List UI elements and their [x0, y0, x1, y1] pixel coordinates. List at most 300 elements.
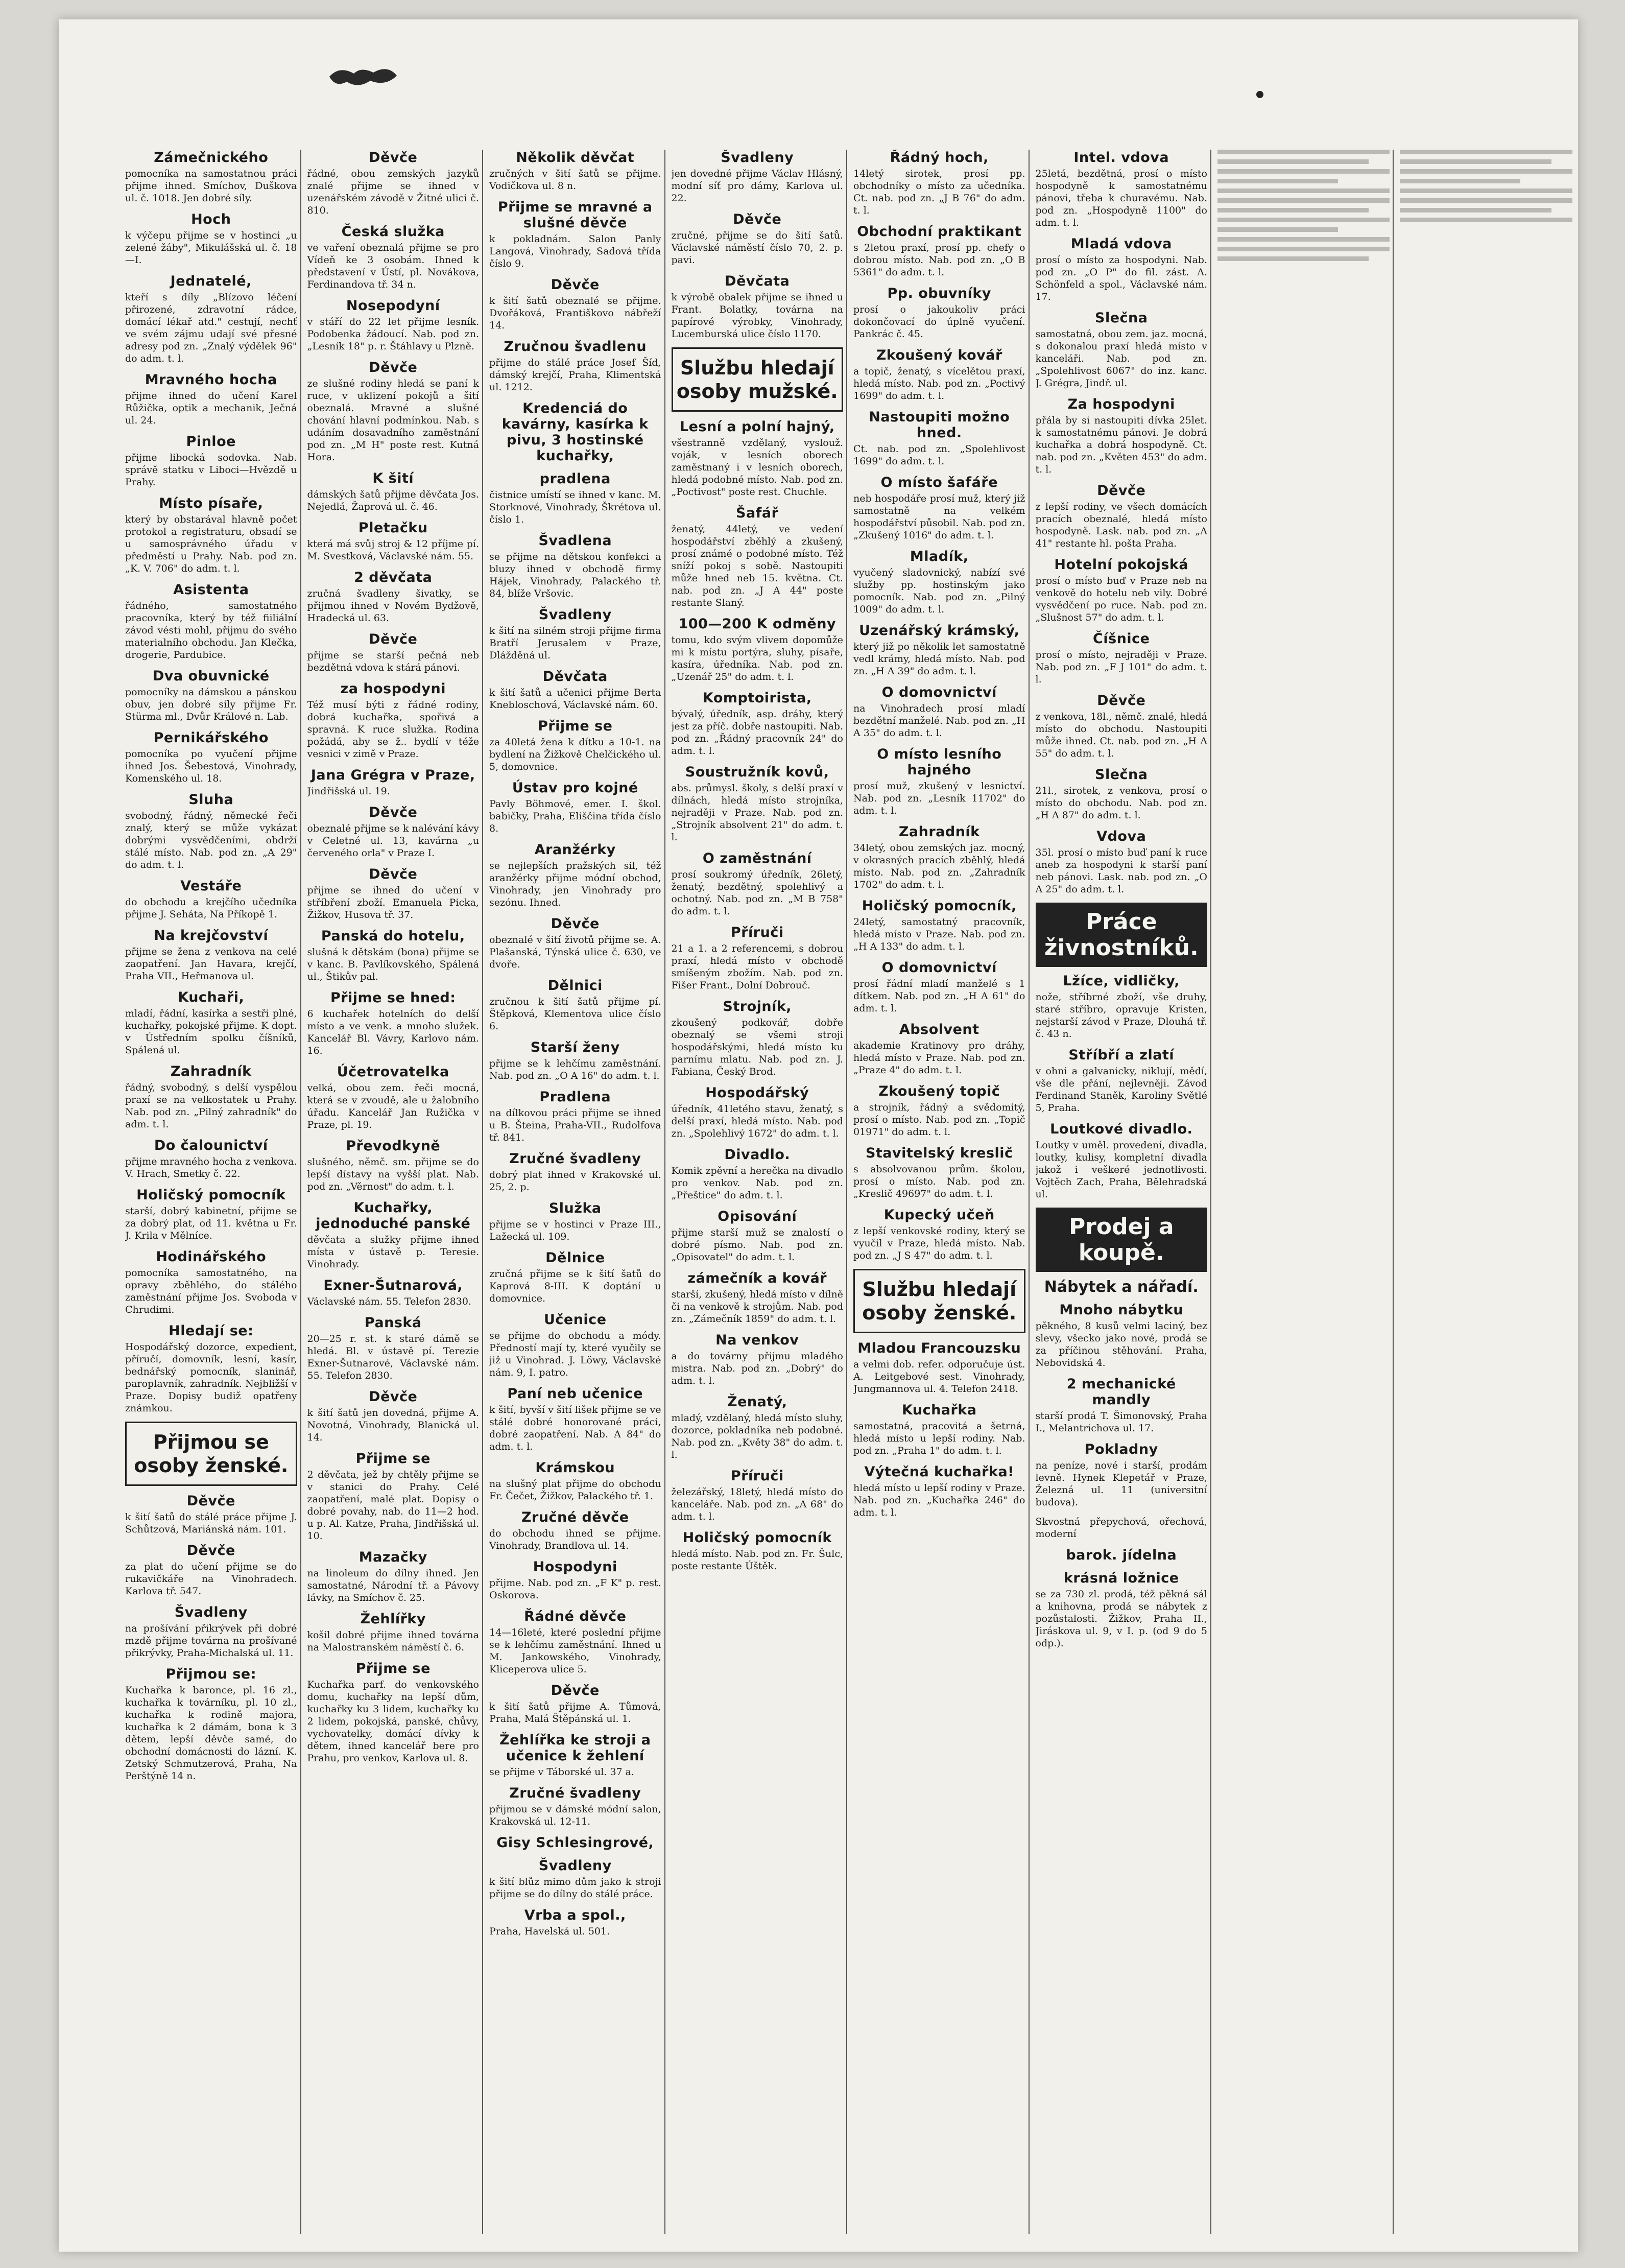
- classified-ad: [489, 669, 661, 711]
- section-notice: [672, 347, 844, 412]
- classified-ad: [1036, 150, 1208, 229]
- ad-heading: Asistenta: [173, 582, 249, 598]
- classified-ad: [672, 999, 844, 1078]
- classified-ad: [672, 273, 844, 340]
- classified-ad: [489, 718, 661, 773]
- classified-ad: [672, 1530, 844, 1572]
- ad-heading: Mladá vdova: [1070, 236, 1172, 252]
- ad-heading: Číšnice: [1093, 631, 1150, 647]
- ad-heading: Exner-Šutnarová,: [323, 1278, 463, 1293]
- ad-heading: Panská do hotelu,: [321, 928, 465, 944]
- ad-heading: Děvče: [369, 150, 418, 166]
- ad-body: Hospodářský dozorce, expedient, příručí, domovník, lesní, kasír, bednářský pomocník, slaninář, paroplavník, zahradník. Nejbližší v Praze. Dopisy budiž opatřeny známkou.: [125, 1341, 297, 1414]
- classified-ad: [125, 1064, 297, 1130]
- classified-ad: [1036, 1570, 1208, 1649]
- ad-body: velká, obou zem. řeči mocná, která se v zvoudě, ale u žalobního úřadu. Kancelář Jan Ružička v Praze, pl. 19.: [307, 1082, 479, 1130]
- classified-ad: [853, 549, 1025, 616]
- classified-ad: [307, 150, 480, 217]
- ad-heading: Jana Grégra v Praze,: [310, 767, 475, 783]
- ink-blot-icon: [324, 60, 401, 91]
- ad-heading: Děvče: [1097, 483, 1146, 499]
- ad-heading: Na venkov: [715, 1332, 799, 1348]
- ad-body: obeznalé v šití životů přijme se. A. Plašanská, Týnská ulice č. 630, ve dvoře.: [489, 934, 661, 970]
- ad-body: tomu, kdo svým vlivem dopomůže mi k místu portýra, sluhy, písaře, kasíra, úředníka. Nab. pod zn. „Uzenář 25" do adm. t. l.: [671, 634, 843, 682]
- ad-body: zručné, přijme se do šití šatů. Václavské náměstí číslo 70, 2. p. pavi.: [671, 230, 843, 266]
- ad-heading: Pernikářského: [153, 730, 269, 746]
- classified-ad: [853, 347, 1025, 402]
- classified-ad: [672, 925, 844, 991]
- classified-columns: [125, 150, 1575, 2234]
- classified-ad: [853, 1340, 1025, 1395]
- ad-body: jen dovedné přijme Václav Hlásný, modní síť pro dámy, Karlova ul. 22.: [671, 168, 843, 204]
- dense-text-block: [1217, 150, 1390, 261]
- ad-heading: Vrba a spol.,: [524, 1907, 626, 1923]
- ad-body: prosí soukromý úředník, 26letý, ženatý, bezdětný, spolehlivý a ochotný. Nab. pod zn. „M B 758" do adm. t. l.: [671, 869, 843, 917]
- ad-body: za 40letá žena k dítku a 10-1. na bydlení na Žižkově Chelčického ul. 5, domovnice.: [489, 737, 661, 772]
- ad-heading: Lesní a polní hajný,: [679, 419, 835, 435]
- ad-body: úředník, 41letého stavu, ženatý, s delší praxí, hledá místo. Nab. pod zn. „Spolehlivý 1672" do adm. t. l.: [671, 1103, 843, 1139]
- ad-heading: Za hospodyni: [1067, 396, 1175, 412]
- ad-heading: pradlena: [539, 471, 611, 487]
- ad-heading: Na krejčovství: [154, 928, 269, 943]
- column-3: [489, 150, 665, 2234]
- column-1: [125, 150, 301, 2234]
- ad-heading: Soustružník kovů,: [685, 764, 829, 780]
- classified-ad: [489, 1250, 661, 1305]
- ad-body: z lepší venkovské rodiny, který se vyučil v Praze, hledá místo. Nab. pod zn. „J S 47" do adm. t. l.: [853, 1225, 1025, 1261]
- ad-heading: Dělnice: [545, 1250, 605, 1266]
- classified-ad: [489, 1683, 661, 1725]
- classified-ad: [489, 199, 661, 270]
- ad-body: z lepší rodiny, ve všech domácích pracích obeznalé, hledá místo hospodyně. Lask. nab. pod zn. „A 41" restante hl. pošta Praha.: [1035, 501, 1207, 549]
- ad-body: 34letý, obou zemských jaz. mocný, v okrasných pracích zběhlý, hledá místo. Nab. pod zn. „Zahradník 1702" do adm. t. l.: [853, 842, 1025, 890]
- classified-ad: [125, 1604, 297, 1659]
- classified-ad: [307, 990, 480, 1057]
- classified-ad: [125, 582, 297, 661]
- classified-ad: [307, 1138, 480, 1193]
- ad-heading: Řádný hoch,: [890, 150, 989, 166]
- ad-body: 21 a 1. a 2 referencemi, s dobrou praxí, hledá místo v obchodě smíšeným zbožím. Nab. pod zn. Fišer Frant., Dolní Dobrouč.: [671, 943, 843, 991]
- ad-body: na prošívání přikrývek při dobré mzdě přijme továrna na prošívané přikrývky, Praha-Michalská ul. 11.: [125, 1623, 297, 1659]
- ad-body: se přijme na dětskou konfekci a bluzy ihned v obchodě firmy Hájek, Vinohrady, Palackého tř. 84, blíže Vršovic.: [489, 551, 661, 599]
- section-notice-text: Službu hledají osoby mužské.: [676, 357, 838, 403]
- ad-heading: Děvče: [186, 1493, 235, 1509]
- ad-body: 24letý, samostatný pracovník, hledá místo v Praze. Nab. pod zn. „H A 133" do adm. t. l.: [853, 916, 1025, 952]
- ad-heading: Kuchařka: [901, 1402, 977, 1418]
- ad-body: v ohni a galvanicky, niklují, mědí, vše dle přání, nejlevněji. Závod Ferdinand Staněk, Karoliny Světlé 5, Praha.: [1035, 1066, 1207, 1114]
- classified-ad: [853, 409, 1025, 467]
- ad-heading: Přijmou se:: [165, 1666, 257, 1682]
- ad-heading: O zaměstnání: [702, 850, 812, 866]
- classified-ad: [307, 805, 480, 859]
- ad-body: prosí o místo, nejraději v Praze. Nab. pod zn. „F J 101" do adm. t. l.: [1035, 649, 1207, 685]
- ad-heading: Služka: [548, 1200, 602, 1216]
- ad-heading: Mladík,: [910, 549, 969, 564]
- classified-ad: [307, 928, 480, 983]
- ad-body: na linoleum do dílny ihned. Jen samostatné, Národní tř. a Pávovy lávky, na Smíchov č. 25.: [307, 1568, 479, 1603]
- classified-ad: [853, 1402, 1025, 1457]
- ad-body: zručných v šití šatů se přijme. Vodičkova ul. 8 n.: [489, 168, 661, 192]
- ad-heading: Děvče: [551, 1683, 600, 1698]
- ad-heading: Dělnici: [547, 978, 603, 994]
- ad-body: zručná švadleny šivatky, se přijmou ihned v Novém Bydžově, Hradecká ul. 63.: [307, 588, 479, 624]
- classified-ad: [853, 746, 1025, 817]
- ad-heading: Hledají se:: [169, 1323, 254, 1339]
- ad-heading: Děvče: [551, 277, 600, 293]
- ad-heading: Děvče: [369, 631, 418, 647]
- ad-heading: Přijme se: [355, 1661, 431, 1676]
- ad-heading: Přijme se mravné a slušné děvče: [497, 199, 653, 231]
- ad-body: železářský, 18letý, hledá místo do kanceláře. Nab. pod zn. „A 68" do adm. t. l.: [671, 1486, 843, 1522]
- ad-body: nože, stříbrné zboží, vše druhy, staré stříbro, opravuje Kristen, nejstarší závod v Praze, Dlouhá tř. č. 43 n.: [1035, 991, 1207, 1040]
- classified-ad: [672, 211, 844, 266]
- ad-body: akademie Kratinovy pro dráhy, hledá místo v Praze. Nab. pod zn. „Praze 4" do adm. t. l.: [853, 1040, 1025, 1076]
- ad-heading: Hodinářského: [156, 1249, 267, 1265]
- ad-body: bývalý, úředník, asp. dráhy, který jest za příč. dobře nastoupiti. Nab. pod zn. „Řádný pracovník 24" do adm. t. l.: [671, 708, 843, 757]
- ad-heading: Švadleny: [174, 1604, 248, 1620]
- ad-body: řádný, svobodný, s delší vyspělou praxí se na velkostatek u Prahy. Nab. pod zn. „Pilný zahradník" do adm. t. l.: [125, 1082, 297, 1130]
- ad-body: vyučený sladovnický, nabízí své služby pp. hostinským jako pomocník. Nab. pod zn. „Pilný 1009" do adm. t. l.: [853, 567, 1025, 615]
- ad-heading: Zámečnického: [154, 150, 269, 166]
- classified-ad: [1036, 973, 1208, 1040]
- newspaper-page: [59, 19, 1578, 2252]
- ad-heading: Přijme se: [355, 1451, 431, 1467]
- ad-body: Pavly Böhmové, emer. I. škol. babičky, Praha, Eliščina třída číslo 8.: [489, 798, 661, 834]
- ad-heading: Gisy Schlesingrové,: [496, 1835, 654, 1851]
- ad-heading: Strojník,: [723, 999, 792, 1014]
- ad-heading: Loutkové divadlo.: [1050, 1121, 1193, 1137]
- ad-heading: Starší ženy: [530, 1040, 620, 1055]
- ad-heading: Děvče: [186, 1543, 235, 1558]
- ad-heading: Mravného hocha: [145, 372, 277, 388]
- ad-body: samostatná, pracovitá a šetrná, hledá místo u lepší rodiny. Nab. pod zn. „Praha 1" do adm. t. l.: [853, 1421, 1025, 1456]
- ad-heading: Zručné švadleny: [509, 1151, 641, 1167]
- ad-body: k šití blůz mimo dům jako k stroji přijme se do dílny do stálé práce.: [489, 1876, 661, 1900]
- classified-ad: [307, 298, 480, 352]
- ad-body: Skvostná přepychová, ořechová, moderní: [1035, 1516, 1207, 1540]
- section-banner: Práce živnostníků.: [1036, 903, 1208, 967]
- ad-heading: Kuchařky, jednoduché panské: [316, 1200, 471, 1232]
- classified-ad: [1036, 310, 1208, 389]
- classified-ad: [307, 1278, 480, 1308]
- classified-ad: [853, 623, 1025, 677]
- ad-body: starší prodá T. Šimonovský, Praha I., Melantrichova ul. 17.: [1035, 1410, 1207, 1434]
- ad-body: z venkova, 18l., němč. znalé, hledá místo do obchodu. Nastoupiti může ihned. Ct. nab. pod zn. „H A 55" do adm. t. l.: [1035, 711, 1207, 759]
- ad-heading: Pinloe: [186, 434, 236, 450]
- ad-body: mladý, vzdělaný, hledá místo sluhy, dozorce, pokladníka neb podobné. Nab. pod zn. „Květy 38" do adm. t. l.: [671, 1412, 843, 1460]
- ad-body: 2 děvčata, jež by chtěly přijme se v stanici do Prahy. Celé zaopatření, malé plat. Dopisy o dobré povahy, nab. do 11—2 hod. u p. Al. Katze, Praha, Jindřišská ul. 10.: [307, 1469, 479, 1542]
- ad-heading: Divadlo.: [724, 1147, 791, 1163]
- ad-body: k šití šatů a učenici přijme Berta Knebloschová, Václavské nám. 60.: [489, 687, 661, 711]
- ad-heading: Vdova: [1096, 829, 1146, 844]
- classified-ad: [307, 1611, 480, 1653]
- ad-body: hledá místo u lepší rodiny v Praze. Nab. pod zn. „Kuchařka 246" do adm. t. l.: [853, 1482, 1025, 1518]
- classified-ad: [307, 1315, 480, 1382]
- ad-body: se přijme v Táborské ul. 37 a.: [489, 1766, 635, 1778]
- ad-heading: krásná ložnice: [1063, 1570, 1179, 1586]
- classified-ad: [125, 1666, 297, 1782]
- classified-ad: [489, 1200, 661, 1243]
- ad-heading: Holičský pomocník,: [862, 898, 1017, 914]
- classified-ad: [672, 1085, 844, 1140]
- ad-body: Praha, Havelská ul. 501.: [489, 1926, 610, 1937]
- ad-heading: Krámskou: [535, 1460, 615, 1476]
- classified-ad: [489, 978, 661, 1032]
- ad-heading: Ženatý,: [727, 1394, 787, 1410]
- classified-ad: [125, 878, 297, 920]
- ad-heading: Zkoušený topič: [878, 1083, 1000, 1099]
- classified-ad: [853, 960, 1025, 1014]
- ad-heading: Jednatelé,: [170, 273, 252, 289]
- classified-ad: [489, 277, 661, 332]
- classified-ad: [489, 780, 661, 835]
- ad-heading: Výtečná kuchařka!: [864, 1464, 1014, 1480]
- classified-ad: [1036, 236, 1208, 303]
- classified-ad: [1036, 1376, 1208, 1434]
- ad-body: který již po několik let samostatně vedl krámy, hledá místo. Nab. pod zn. „H A 39" do adm. t. l.: [853, 641, 1025, 677]
- classified-ad: [1036, 1547, 1208, 1563]
- ad-heading: Paní neb učenice: [507, 1386, 643, 1402]
- ad-heading: Švadleny: [538, 607, 612, 623]
- classified-ad: [1036, 1516, 1208, 1540]
- classified-ad: [1036, 631, 1208, 686]
- classified-ad: [853, 1464, 1025, 1519]
- classified-ad: [125, 730, 297, 785]
- ad-body: a strojník, řádný a svědomitý, prosí o místo. Nab. pod zn. „Topič 01971" do adm. t. l.: [853, 1102, 1025, 1138]
- classified-ad: [307, 1389, 480, 1444]
- ad-body: přijme do stálé práce Josef Šíd, dámský krejčí, Praha, Klimentská ul. 1212.: [489, 357, 661, 393]
- ad-heading: Nosepodyní: [346, 298, 440, 314]
- ad-heading: Zručné děvče: [521, 1509, 629, 1525]
- ad-body: dobrý plat ihned v Krakovské ul. 25, 2. p.: [489, 1169, 661, 1193]
- ad-body: Též musí býti z řádné rodiny, dobrá kuchařka, spořivá a spravná. K ruce služka. Rodina požádá, aby se ž.. bydlí v téže vesnici v zimě v Praze.: [307, 699, 479, 760]
- classified-ad: [489, 1858, 661, 1900]
- classified-ad: [125, 1543, 297, 1597]
- classified-ad: [489, 1732, 661, 1778]
- ad-body: 20—25 r. st. k staré dámě se hledá. Bl. v ústavě pí. Terezie Exner-Šutnarové, Václavské nám. 55. Telefon 2830.: [307, 1333, 479, 1381]
- ad-heading: zámečník a kovář: [687, 1270, 827, 1286]
- ad-body: slušná k dětskám (bona) přijme se v kanc. B. Pavlíkovského, Spálená ul., Štikův pal.: [307, 947, 479, 982]
- ad-heading: Hospodyni: [533, 1559, 617, 1575]
- column-4: [672, 150, 848, 2234]
- ad-heading: Pp. obuvníky: [887, 286, 991, 301]
- ad-body: se přijme do obchodu a módy. Předností mají ty, které vyučily se již u Vinohrad. J. Löwy, Václavské nám. 9, I. patro.: [489, 1330, 661, 1378]
- ad-heading: Zahradník: [898, 824, 980, 840]
- ad-body: košil dobré přijme ihned továrna na Malostranském náměstí č. 6.: [307, 1629, 479, 1653]
- ad-heading: Šafář: [736, 505, 779, 521]
- classified-ad: [853, 824, 1025, 891]
- ad-heading: Zkoušený kovář: [876, 347, 1002, 363]
- ad-body: starší, zkušený, hledá místo v dílně či na venkově k strojům. Nab. pod zn. „Zámečník 1859" do adm. t. l.: [671, 1289, 843, 1325]
- classified-ad: [853, 1083, 1025, 1138]
- ad-heading: Aranžérky: [534, 842, 616, 858]
- section-notice-text: Službu hledají osoby ženské.: [862, 1278, 1017, 1324]
- column-5: [853, 150, 1030, 2234]
- ad-body: ženatý, 44letý, ve vedení hospodářství zběhlý a zkušený, prosí známé o podobné místo. Též sníží pokoj s sobě. Nastoupiti může hned neb 15. května. Ct. nab. pod zn. „J A 44" poste restante Slaný.: [671, 524, 843, 608]
- classified-ad: [307, 1200, 480, 1270]
- ad-body: se za 730 zl. prodá, též pěkná sál a knihovna, prodá se nábytek z pozůstalosti. Žižkov, Praha II., Jiráskova ul. 9, v I. p. (od 9 do 5 odp.).: [1035, 1589, 1207, 1649]
- classified-ad: [489, 1460, 661, 1502]
- ad-heading: Děvče: [1097, 693, 1146, 708]
- ad-body: Loutky v uměl. provedení, divadla, loutky, kulisy, kompletní divadla jakož i veškeré jednotlivosti. Vojtěch Zach, Praha, Bělehradská ul.: [1035, 1140, 1207, 1200]
- ad-heading: Zahradník: [170, 1064, 252, 1079]
- ad-heading: Do čalounictví: [154, 1138, 268, 1153]
- ad-body: k šití šatů do stálé práce přijme J. Schůtzová, Mariánská nám. 101.: [125, 1511, 297, 1535]
- ad-heading: Děvčata: [725, 273, 790, 289]
- ad-heading: Komptoirista,: [702, 690, 812, 706]
- ad-body: na dílkovou práci přijme se ihned u B. Šteina, Praha-VII., Rudolfova tř. 841.: [489, 1107, 661, 1143]
- ad-body: slušného, němč. sm. přijme se do lepší dístavy na vyšší plat. Nab. pod zn. „Věrnost" do adm. t. l.: [307, 1156, 479, 1192]
- ad-body: přijme se v hostinci v Praze III., Lažecká ul. 109.: [489, 1219, 661, 1242]
- classified-ad: [1036, 1302, 1208, 1369]
- dense-text-block: [1400, 150, 1573, 222]
- ad-heading: Holičský pomocník: [136, 1187, 286, 1203]
- classified-ad: [489, 1386, 661, 1453]
- ad-heading: Intel. vdova: [1073, 150, 1169, 166]
- ad-heading: K šití: [372, 470, 414, 486]
- ad-heading: Zručnou švadlenu: [504, 339, 647, 355]
- ad-body: prosí o místo buď v Praze neb na venkově do hotelu neb vily. Dobré vysvědčení po ruce. Nab. pod zn. „Slušnost 57" do adm. t. l.: [1035, 575, 1207, 623]
- ad-heading: Přijme se: [538, 718, 613, 734]
- ad-body: dámských šatů přijme děvčata Jos. Nejedlá, Žaprová ul. č. 46.: [307, 489, 479, 512]
- ad-heading: O místo lesního hajného: [877, 746, 1002, 778]
- ad-heading: Vestáře: [180, 878, 242, 894]
- ad-body: a do továrny přijmu mladého mistra. Nab. pod zn. „Dobrý" do adm. t. l.: [671, 1351, 843, 1386]
- ad-body: na peníze, nové i starší, prodám levně. Hynek Klepetář v Praze, Železná ul. 11 (universitní budova).: [1035, 1460, 1207, 1508]
- ad-heading: Pradlena: [539, 1089, 611, 1105]
- classified-ad: [672, 1394, 844, 1461]
- classified-ad: [672, 690, 844, 757]
- classified-ad: [672, 1270, 844, 1325]
- ad-body: 6 kuchařek hotelních do delší místo a ve venk. a mnoho služek. Kancelář Bl. Vávry, Karlovo nám. 16.: [307, 1008, 479, 1056]
- ad-body: v stáří do 22 let přijme lesník. Podobenka žádoucí. Nab. pod zn. „Lesník 18" p. r. Štáhlavy u Plzně.: [307, 316, 479, 352]
- classified-ad: [307, 570, 480, 624]
- ad-body: s 2letou praxí, prosí pp. chefy o dobrou místo. Nab. pod zn. „O B 5361" do adm. t. l.: [853, 242, 1025, 278]
- classified-ad: [1036, 1121, 1208, 1200]
- classified-ad: [672, 764, 844, 843]
- ad-heading: Žehlířky: [360, 1611, 426, 1627]
- ad-body: Jindřišská ul. 19.: [307, 786, 390, 797]
- ad-body: ze slušné rodiny hledá se paní k ruce, v uklizení pokojů a šití obeznalá. Mravné a slušné chování hlavní podmínkou. Nab. s udáním dosavadního zaměstnání pod zn. „M H" poste rest. Kutná Hora.: [307, 378, 479, 463]
- classified-ad: [125, 792, 297, 871]
- ad-body: Kuchařka parf. do venkovského domu, kuchařky na lepší dům, kuchařky ku 3 lidem, kuchařky ku 2 lidem, pokojská, panské, chůvy, vychovatelky, domácí dívky k dětem, ihned kancelář bere pro Prahu, pro venkov, Karlova ul. 8.: [307, 1679, 479, 1764]
- classified-ad: [672, 419, 844, 498]
- classified-ad: [489, 1312, 661, 1379]
- ad-body: k šití šatů obeznalé se přijme. Dvořáková, Františkovo nábřeží 14.: [489, 295, 661, 331]
- ad-heading: 100—200 K odměny: [678, 616, 837, 632]
- classified-ad: [489, 916, 661, 971]
- section-notice: [125, 1422, 297, 1486]
- classified-ad: [489, 339, 661, 393]
- classified-ad: [125, 434, 297, 488]
- ad-body: děvčata a služky přijme ihned místa v ústavě p. Teresie. Vinohrady.: [307, 1234, 479, 1270]
- classified-ad: [853, 1145, 1025, 1200]
- ad-body: svobodný, řádný, německé řeči znalý, který se může vykázat dobrými vysvědčeními, obdrží stálé místo. Nab. pod zn. „A 29" do adm. t. l.: [125, 810, 297, 870]
- ad-body: obeznalé přijme se k nalévání kávy v Celetné ul. 13, kavárna „u červeného orla" v Praze I.: [307, 823, 479, 859]
- ad-body: mladí, řádní, kasírka a sestři plné, kuchařky, pokojské přijme. K dopt. v Ústředním spolku číšníků, Spálená ul.: [125, 1008, 297, 1056]
- classified-ad: [489, 1785, 661, 1828]
- classified-ad: [1036, 483, 1208, 550]
- classified-ad: [125, 1493, 297, 1535]
- ad-body: řádného, samostatného pracovníka, který by též fiiliální závod vésti mohl, přijmu do svého materialního obchodu. Jan Klečka, drogerie, Pardubice.: [125, 600, 297, 660]
- ad-heading: Švadlena: [538, 533, 612, 549]
- ad-heading: Příruči: [730, 1468, 784, 1484]
- classified-ad: [1036, 829, 1208, 895]
- ad-heading: Uzenářský krámský,: [859, 623, 1020, 639]
- ad-body: přijme starší muž se znalostí o dobré písmo. Nab. pod zn. „Opisovatel" do adm. t. l.: [671, 1227, 843, 1263]
- classified-ad: [489, 1835, 661, 1851]
- ad-heading: Hospodářský: [705, 1085, 809, 1101]
- classified-ad: [307, 866, 480, 921]
- ad-body: na Vinohradech prosí mladí bezdětní manželé. Nab. pod zn. „H A 35" do adm. t. l.: [853, 703, 1025, 739]
- ad-body: k šití na silném stroji přijme firma Bratří Jerusalem v Praze, Dlážděná ul.: [489, 625, 661, 661]
- classified-ad: [125, 928, 297, 982]
- ad-body: a topič, ženatý, s vícelětou praxí, hledá místo. Nab. pod zn. „Poctivý 1699" do adm. t. l.: [853, 366, 1025, 401]
- ad-heading: Ústav pro kojné: [512, 780, 638, 796]
- ad-heading: Hotelní pokojská: [1054, 557, 1189, 573]
- ad-body: neb hospodáře prosí muž, který již samostatně na velkém hospodářství působil. Nab. pod zn. „Zkušený 1016" do adm. t. l.: [853, 493, 1025, 541]
- classified-ad: [489, 400, 661, 464]
- classified-ad: [853, 224, 1025, 278]
- classified-ad: [853, 286, 1025, 340]
- section-banner: Prodej a koupě.: [1036, 1208, 1208, 1272]
- classified-ad: [1036, 1442, 1208, 1508]
- classified-ad: [125, 372, 297, 427]
- ad-heading: Panská: [364, 1315, 422, 1331]
- ad-heading: Kuchaři,: [178, 989, 245, 1005]
- classified-ad: [853, 1022, 1025, 1076]
- ad-heading: Kupecký učeň: [883, 1207, 995, 1223]
- classified-ad: [125, 1323, 297, 1414]
- ad-body: kteří s díly „Blízovo léčení přirozené, zdravotní rádce, domácí lékař atd." cestují, nechť ve svém zájmu udají své přesné adresy pod zn. „Znalý výdělek 96" do adm. t. l.: [125, 292, 297, 364]
- ad-body: prosí řádní mladí manželé s 1 dítkem. Nab. pod zn. „H A 61" do adm. t. l.: [853, 978, 1025, 1014]
- ad-body: Kuchařka k baronce, pl. 16 zl., kuchařka k továrníku, pl. 10 zl., kuchařka k rodině majora, kuchařka k 2 dámám, bona k 3 dětem, lepší děvče samé, do obchodní domácnosti do lázní. K. Zetský Schmutzerová, Praha, Na Perštýně 14 n.: [125, 1685, 297, 1782]
- classified-ad: [125, 150, 297, 204]
- classified-ad: [672, 1468, 844, 1523]
- ad-heading: Slečna: [1095, 310, 1148, 326]
- ad-body: pěkného, 8 kusů velmi laciný, bez slevy, všecko jako nové, prodá se za příčinou stěhování. Praha, Nebovidská 4.: [1035, 1320, 1207, 1368]
- classified-ad: [307, 1064, 480, 1131]
- ad-body: Komik zpěvní a herečka na divadlo pro venkov. Nab. pod zn. „Přeštice" do adm. t. l.: [671, 1165, 843, 1201]
- ad-body: přijme libocká sodovka. Nab. správě statku v Liboci—Hvězdě u Prahy.: [125, 452, 297, 488]
- classified-ad: [672, 616, 844, 683]
- ad-body: čistnice umístí se ihned v kanc. M. Storknové, Vinohrady, Škrétova ul. číslo 1.: [489, 489, 661, 525]
- ad-heading: Děvče: [551, 916, 600, 932]
- ad-heading: Stavitelský kreslič: [865, 1145, 1013, 1161]
- ad-body: Ct. nab. pod zn. „Spolehlivost 1699" do adm. t. l.: [853, 443, 1025, 467]
- classified-ad: [307, 767, 480, 797]
- ad-heading: Holičský pomocník: [682, 1530, 832, 1546]
- ad-body: za plat do učení přijme se do rukavičkáře na Vinohradech. Karlova tř. 547.: [125, 1561, 297, 1597]
- ad-body: samostatná, obou zem. jaz. mocná, s dokonalou praxí hledá místo v kanceláři. Nab. pod zn. „Spolehlivost 6067" do inz. kanc. J. Grégra, Jindř. ul.: [1035, 328, 1207, 389]
- ad-body: se nejlepších pražských sil, též aranžérky přijme módní obchod, Vinohrady, jen Vinohrady pro sezónu. Ihned.: [489, 860, 661, 908]
- ad-body: přijme se žena z venkova na celé zaopatření. Jan Havara, krejčí, Praha VII., Heřmanova ul.: [125, 946, 297, 982]
- classified-ad: [672, 850, 844, 917]
- ad-heading: Žehlířka ke stroji a učenice k žehlení: [499, 1732, 651, 1764]
- ad-body: starší, dobrý kabinetní, přijme se za dobrý plat, od 11. května u Fr. J. Krila v Mělníce.: [125, 1206, 297, 1241]
- classified-ad: [307, 224, 480, 291]
- ad-heading: Švadleny: [721, 150, 794, 166]
- ad-heading: Děvče: [369, 866, 418, 882]
- classified-ad: [307, 1661, 480, 1764]
- ad-heading: Švadleny: [538, 1858, 612, 1874]
- ad-heading: Převodkyně: [346, 1138, 441, 1154]
- ad-heading: Učenice: [543, 1312, 607, 1328]
- classified-ad: [1036, 767, 1208, 821]
- classified-ad: [307, 470, 480, 513]
- classified-ad: [489, 607, 661, 662]
- classified-ad: [672, 1147, 844, 1201]
